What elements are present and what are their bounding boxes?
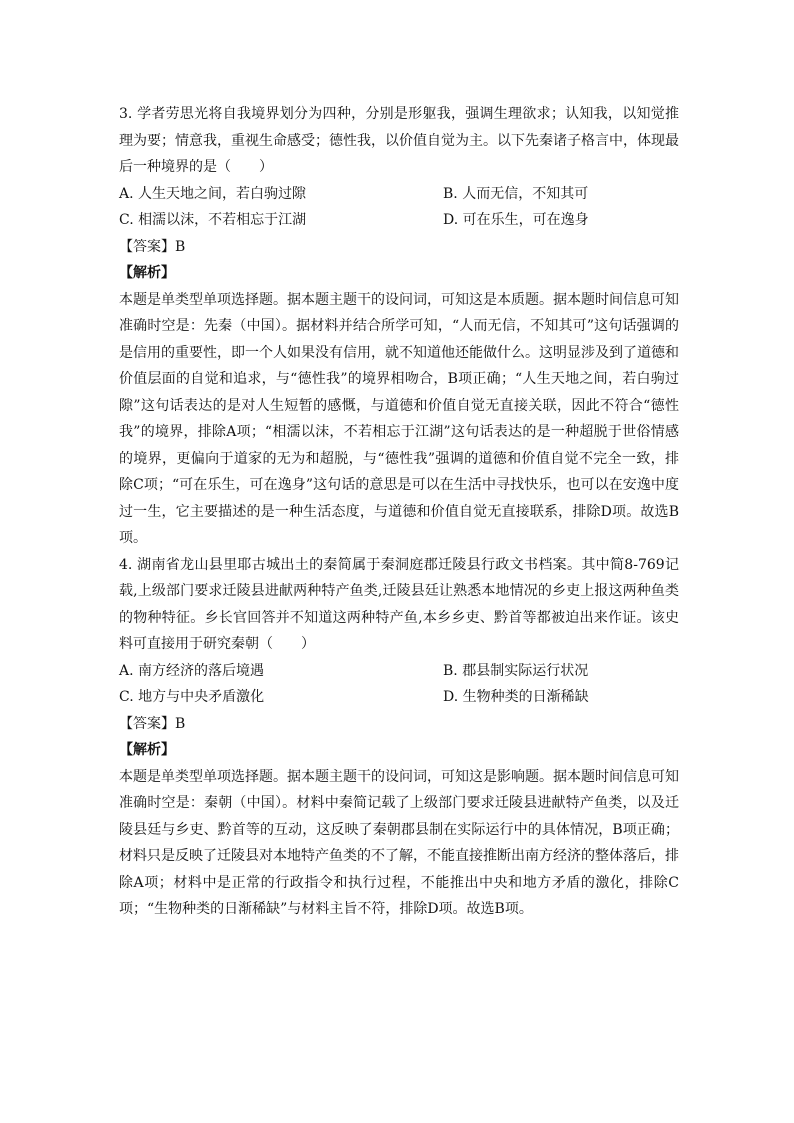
question-3-analysis-label: 【解析】 <box>119 265 175 281</box>
page-content <box>119 101 679 923</box>
question-4-analysis-text: 本题是单类型单项选择题。据本题主题干的设问词，可知这是影响题。据本题时间信息可知准确时空是：秦朝（中国）。材料中秦简记载了上级部门要求迁陵县进献特产鱼类，以及迁陵县廷与乡吏、黔首等的互动，这反映了秦朝郡县制在实际运行中的具体情况，B项正确；材料只是反映了迁陵县对本地特产鱼类的不了解，不能直接推断出南方经济的整体落后，排除A项；材料中是正常的行政指令和执行过程，不能推出中央和地方矛盾的激化，排除C项；“生物种类的日渐稀缺”与材料主旨不符，排除D项。故选B项。 <box>119 768 679 917</box>
question-3-answer-value: B <box>175 238 186 255</box>
question-3-options-row-2 <box>119 207 679 234</box>
question-4-options-row-1 <box>119 658 679 685</box>
question-4-option-d: D. 生物种类的日渐稀缺 <box>443 689 589 705</box>
question-4-answer-value: B <box>175 715 186 732</box>
question-3-option-d: D. 可在乐生，可在逸身 <box>443 212 589 228</box>
question-4-options-row-2 <box>119 684 679 711</box>
question-3-answer-label: 【答案】 <box>119 238 175 255</box>
question-3-option-c: C. 相濡以沫，不若相忘于江湖 <box>119 212 307 228</box>
question-3-analysis-text: 本题是单类型单项选择题。据本题主题干的设问词，可知这是本质题。据本题时间信息可知准确时空是：先秦（中国）。据材料并结合所学可知，“人而无信，不知其可”这句话强调的是信用的重要性，即一个人如果没有信用，就不知道他还能做什么。这明显涉及到了道德和价值层面的自觉和追求，与“德性我”的境界相吻合，B项正确；“人生天地之间，若白驹过隙”这句话表达的是对人生短暂的感慨，与道德和价值自觉无直接关联，因此不符合“德性我”的境界，排除A项；“相濡以沫，不若相忘于江湖”这句话表达的是一种超脱于世俗情感的境界，更偏向于道家的无为和超脱，与“德性我”强调的道德和价值自觉不完全一致，排除C项；“可在乐生，可在逸身”这句话的意思是可以在生活中寻找快乐，也可以在安逸中度过一生，它主要描述的是一种生活态度，与道德和价值自觉无直接联系，排除D项。故选B项。 <box>119 291 679 546</box>
question-4-option-a: A. 南方经济的落后境遇 <box>119 662 265 679</box>
question-3-option-a: A. 人生天地之间，若白驹过隙 <box>119 185 307 202</box>
question-3-answer <box>119 234 679 261</box>
question-3-options-row-1 <box>119 181 679 208</box>
question-3-stem: 3. 学者劳思光将自我境界划分为四种，分别是形躯我，强调生理欲求；认知我，以知觉推理为要；情意我，重视生命感受；德性我，以价值自觉为主。以下先秦诸子格言中，体现最后一种境界的是（ ） <box>119 106 679 175</box>
question-4-answer <box>119 711 679 738</box>
question-4-option-c: C. 地方与中央矛盾激化 <box>119 689 265 705</box>
question-3-option-b: B. 人而无信，不知其可 <box>443 185 589 202</box>
question-4-stem: 4. 湖南省龙山县里耶古城出土的秦简属于秦洞庭郡迁陵县行政文书档案。其中简8-769记载,上级部门要求迁陵县进献两种特产鱼类,迁陵县廷让熟悉本地情况的乡吏上报这两种鱼类的物种特征。乡长官回答并不知道这两种特产鱼,本乡乡吏、黔首等都被迫出来作证。该史料可直接用于研究秦朝（ ） <box>119 556 679 652</box>
question-4-analysis-label: 【解析】 <box>119 742 175 758</box>
question-4-option-b: B. 郡县制实际运行状况 <box>443 662 589 679</box>
question-4-answer-label: 【答案】 <box>119 715 175 732</box>
